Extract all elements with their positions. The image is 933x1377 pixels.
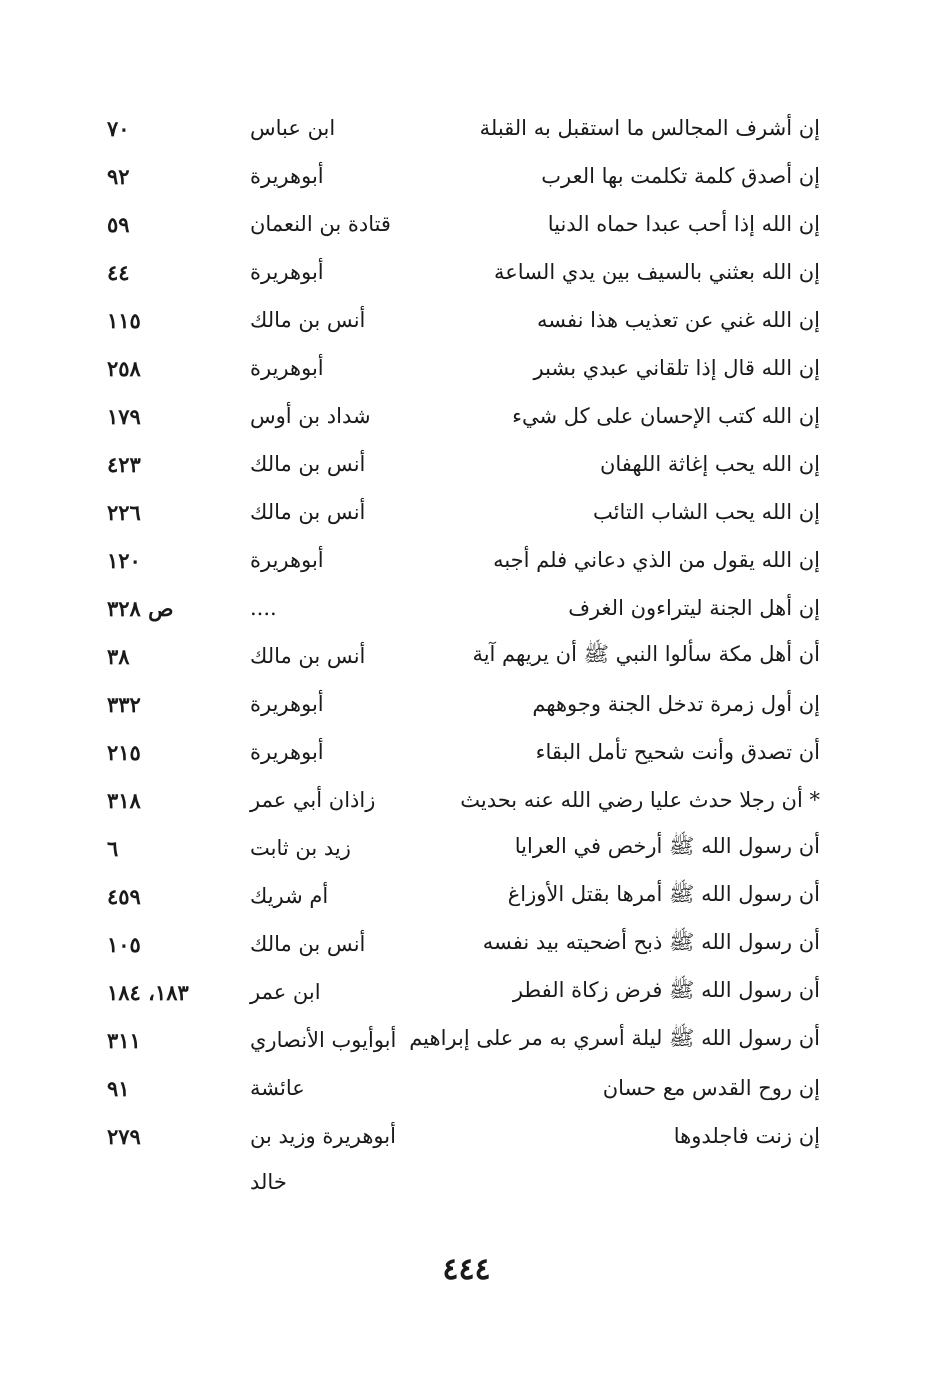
narrator-name: أم شريك [250, 884, 329, 908]
index-row [95, 632, 820, 680]
page-reference: ١٨٣، ١٨٤ [107, 979, 189, 1005]
hadith-text: أن رسول الله ﷺ فرض زكاة الفطر [512, 977, 820, 1002]
page-number: ٤٤٤ [442, 1252, 491, 1287]
page-reference: ٢١٥ [107, 739, 141, 765]
index-row [95, 920, 820, 968]
index-row [95, 392, 820, 440]
hadith-text: إن الله بعثني بالسيف بين يدي الساعة [494, 260, 820, 284]
narrator-name: أبوهريرة [250, 740, 324, 764]
narrator-name: ابن عمر [250, 980, 321, 1004]
index-row [95, 680, 820, 728]
index-row [95, 968, 820, 1016]
index-row [95, 872, 820, 920]
hadith-text: أن أهل مكة سألوا النبي ﷺ أن يريهم آية [472, 641, 820, 666]
narrator-name: أنس بن مالك [250, 452, 366, 476]
narrator-name: أنس بن مالك [250, 932, 366, 956]
page-reference: ٢٢٦ [107, 499, 141, 525]
index-row [95, 584, 820, 632]
narrator-name: أنس بن مالك [250, 500, 366, 524]
hadith-text: إن زنت فاجلدوها [673, 1124, 820, 1148]
narrator-name-continuation: خالد [250, 1170, 287, 1194]
narrator-name: أبوهريرة [250, 356, 324, 380]
hadith-text: إن أهل الجنة ليتراءون الغرف [568, 596, 820, 620]
page-reference: ٧٠ [107, 115, 130, 141]
hadith-text: إن أصدق كلمة تكلمت بها العرب [541, 164, 820, 188]
page-reference: ٥٩ [107, 211, 130, 237]
narrator-name: زاذان أبي عمر [250, 788, 376, 812]
index-row [95, 440, 820, 488]
page-reference: ٩١ [107, 1075, 130, 1101]
narrator-name: أبوهريرة [250, 548, 324, 572]
page-reference: ٢٧٩ [107, 1123, 141, 1149]
hadith-text: أن رسول الله ﷺ أمرها بقتل الأوزاغ [507, 881, 820, 906]
index-row [95, 344, 820, 392]
hadith-text: أن رسول الله ﷺ ليلة أسري به مر على إبراهيم [409, 1025, 820, 1050]
hadith-text: * أن رجلا حدث عليا رضي الله عنه بحديث [460, 788, 820, 812]
narrator-name: أبوهريرة [250, 692, 324, 716]
narrator-name: زيد بن ثابت [250, 836, 351, 860]
index-row [95, 200, 820, 248]
page-reference: ٩٢ [107, 163, 130, 189]
page-reference: ١٧٩ [107, 403, 141, 429]
index-row [95, 536, 820, 584]
hadith-text: إن الله إذا أحب عبدا حماه الدنيا [547, 212, 820, 236]
narrator-name: أبوهريرة وزيد بن [250, 1124, 396, 1148]
page-reference: ٢٥٨ [107, 355, 141, 381]
narrator-name: أبوأيوب الأنصاري [250, 1028, 397, 1052]
narrator-name: قتادة بن النعمان [250, 212, 391, 236]
hadith-text: إن الله كتب الإحسان على كل شيء [512, 404, 820, 428]
index-row [95, 1016, 820, 1064]
hadith-text: إن روح القدس مع حسان [602, 1076, 820, 1100]
page-reference: ٤٢٣ [107, 451, 141, 477]
hadith-text: أن تصدق وأنت شحيح تأمل البقاء [535, 740, 820, 764]
narrator-name: عائشة [250, 1076, 305, 1100]
page-reference: ٣٨ [107, 643, 130, 669]
page-reference: ١٠٥ [107, 931, 141, 957]
page-reference: ٣١٨ [107, 787, 141, 813]
page-reference: ١١٥ [107, 307, 141, 333]
narrator-name: أنس بن مالك [250, 644, 366, 668]
index-row-continuation [95, 1160, 820, 1204]
narrator-name: شداد بن أوس [250, 404, 371, 428]
narrator-name: أبوهريرة [250, 164, 324, 188]
page-reference: ٣٣٢ [107, 691, 141, 717]
hadith-text: إن الله غني عن تعذيب هذا نفسه [537, 308, 820, 332]
page-reference: ١٢٠ [107, 547, 141, 573]
index-row [95, 824, 820, 872]
hadith-text: إن أشرف المجالس ما استقبل به القبلة [479, 116, 820, 140]
hadith-text: إن الله يحب الشاب التائب [593, 500, 820, 524]
index-row [95, 1112, 820, 1160]
index-row [95, 728, 820, 776]
index-row [95, 248, 820, 296]
index-row [95, 296, 820, 344]
index-row [95, 104, 820, 152]
hadith-text: إن الله يحب إغاثة اللهفان [599, 452, 820, 476]
hadith-index-table [95, 104, 820, 1204]
page-reference: ٤٤ [107, 259, 130, 285]
index-row [95, 488, 820, 536]
narrator-name: أبوهريرة [250, 260, 324, 284]
hadith-text: أن رسول الله ﷺ أرخص في العرايا [514, 833, 820, 858]
index-row [95, 776, 820, 824]
narrator-name: .... [250, 596, 277, 620]
page-reference: ص ٣٢٨ [107, 595, 174, 621]
narrator-name: ابن عباس [250, 116, 336, 140]
index-row [95, 152, 820, 200]
narrator-name: أنس بن مالك [250, 308, 366, 332]
hadith-text: إن أول زمرة تدخل الجنة وجوههم [532, 692, 820, 716]
page-reference: ٦ [107, 835, 119, 861]
hadith-text: أن رسول الله ﷺ ذبح أضحيته بيد نفسه [482, 929, 820, 954]
index-row [95, 1064, 820, 1112]
hadith-text: إن الله قال إذا تلقاني عبدي بشبر [533, 356, 820, 380]
page-reference: ٣١١ [107, 1027, 141, 1053]
page-reference: ٤٥٩ [107, 883, 141, 909]
hadith-text: إن الله يقول من الذي دعاني فلم أجبه [493, 548, 820, 572]
